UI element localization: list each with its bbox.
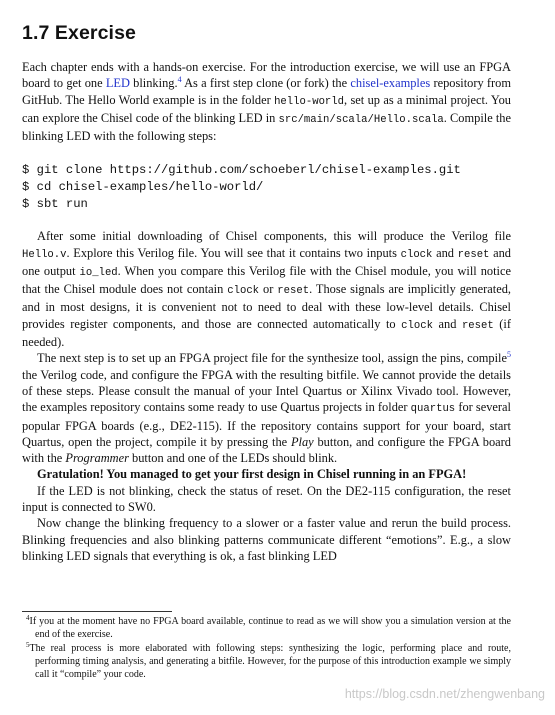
text-run: and: [432, 245, 458, 260]
reset-paragraph: If the LED is not blinking, check the status of reset. On the DE2-115 configuration, the reset input is connected to SW0.: [22, 483, 511, 515]
text-run: the Verilog code, and configure the FPGA with the resulting bitfile. We cannot provide the details of these steps. Please consult the manual of your Intel Quartus or Xilinx Vivado tool. However, the examples repository contains some ready to use Quartus projects in folder: [22, 367, 511, 415]
footnote-5-mark[interactable]: 5: [507, 350, 511, 360]
signal-name: clock: [227, 285, 260, 298]
code-line: $ cd chisel-examples/hello-world/: [22, 180, 264, 195]
text-run: button and one of the LEDs should blink.: [128, 451, 338, 466]
file-name: Hello.v: [22, 248, 67, 261]
text-run: Each chapter ends with a hands-on exercise. For the introduction exercise, we will use an FPGA board to get one: [22, 60, 511, 91]
chisel-examples-link[interactable]: chisel-examples: [350, 76, 431, 91]
signal-name: reset: [277, 285, 310, 298]
text-run: . Explore this Verilog file. You will see that it contains two inputs: [66, 245, 401, 260]
file-path: src/main/scala/Hello.scala: [278, 113, 444, 126]
text-run: The next step is to set up an FPGA project file for the synthesize tool, assign the pins, compile: [37, 351, 507, 366]
text-run: . When you compare this Verilog file with the Chisel module, you will notice that the Chisel module does not contain: [22, 263, 511, 297]
text-run: and one output: [22, 245, 511, 278]
led-link[interactable]: LED: [105, 76, 130, 91]
text-run: . Those signals are implicitly generated, and in most designs, it is convenient not to need to deal with these low-level details. Chisel provides register components, and those are connected automatically to: [22, 282, 511, 331]
code-block: [22, 162, 511, 212]
intro-paragraph: [22, 59, 511, 144]
code-line: $ git clone https://github.com/schoeberl/chisel-examples.git: [22, 163, 461, 178]
text-run: After some initial downloading of Chisel components, this will produce the Verilog file: [37, 229, 511, 244]
signal-name: clock: [400, 248, 433, 261]
signal-name: io_led: [79, 266, 118, 279]
text-run: and: [432, 316, 462, 331]
programmer-label: Programmer: [65, 451, 129, 466]
footnotes: [22, 611, 511, 681]
play-label: Play: [290, 434, 314, 449]
signal-name: reset: [461, 319, 494, 332]
section-heading: 1.7 Exercise: [22, 22, 136, 44]
text-run: . Compile the blinking LED with the following steps:: [22, 110, 512, 144]
text-run: , set up as a minimal project. You can explore the Chisel code of the blinking LED in: [22, 92, 511, 125]
footnote-4-mark[interactable]: 4: [177, 75, 182, 85]
document-page: [22, 22, 511, 564]
footnote-5: [22, 642, 511, 682]
footnote-text: The real process is more elaborated with following steps: synthesizing the logic, performing place and route, performing timing analysis, and generating a bitfile. However, for the purpose of this introduction example we simply call it “compile” your code.: [29, 642, 511, 681]
text-run: As a first step clone (or fork) the: [181, 76, 351, 91]
text-run: repository from GitHub. The Hello World example is in the folder: [22, 76, 511, 107]
text-run: or: [259, 282, 278, 297]
signal-name: reset: [457, 248, 490, 261]
fpga-project-paragraph: [22, 350, 511, 466]
signal-name: clock: [401, 319, 433, 332]
footnote-divider: [22, 611, 172, 612]
footnote-mark: 4: [26, 614, 30, 622]
verilog-paragraph: [22, 228, 511, 350]
footnote-text: If you at the moment have no FPGA board available, continue to read as we will show you a simulation version at the end of the exercise.: [29, 616, 511, 641]
text-run: for several popular FPGA boards (e.g., DE2-115). If the repository contains support for your board, start Quartus, open the project, compile it by pressing the: [22, 400, 511, 449]
code-line: $ sbt run: [22, 196, 88, 211]
watermark: https://blog.csdn.net/zhengwenbang: [344, 687, 545, 701]
text-run: button, and configure the FPGA board with the: [22, 434, 511, 466]
frequency-paragraph: Now change the blinking frequency to a slower or a faster value and rerun the build process. Blinking frequencies and also blinking patterns communicate different “emotions”. E.g., a slow blinking LED signals that everything is ok, a fast blinking LED: [22, 516, 511, 563]
text-run: blinking.: [129, 76, 178, 91]
footnote-4: [22, 615, 511, 642]
footnote-mark: 5: [26, 640, 30, 649]
gratulation-paragraph: Gratulation! You managed to get your first design in Chisel running in an FPGA!: [37, 467, 467, 482]
text-run: (if needed).: [22, 316, 511, 350]
folder-name: quartus: [410, 403, 456, 416]
folder-name: hello-world: [274, 95, 344, 108]
